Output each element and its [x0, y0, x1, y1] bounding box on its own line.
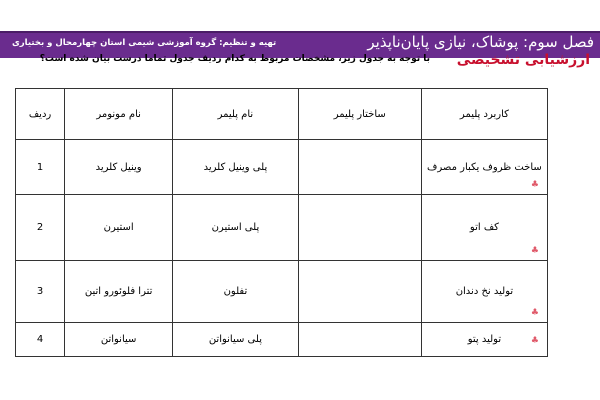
cell-monomer: تترا فلوئورو اتین — [65, 261, 173, 323]
cell-polymer: پلی سیانواتن — [173, 323, 298, 357]
cell-number: 1 — [16, 140, 65, 195]
cell-use: ساخت ظروف یکبار مصرف ♣ — [421, 140, 547, 195]
table-row — [16, 195, 548, 261]
cell-polymer: پلی استیرن — [173, 195, 298, 261]
stamp-icon: ♣ — [530, 308, 539, 318]
cell-use: تولید نخ دندان ♣ — [421, 261, 547, 323]
credit-text: تهیه و تنظیم: گروه آموزشی شیمی استان چهارمحال و بختیاری — [12, 38, 277, 48]
cell-structure — [298, 140, 421, 195]
cell-polymer: پلی وینیل کلرید — [173, 140, 298, 195]
cell-monomer: استیرن — [65, 195, 173, 261]
header-structure: ساختار پلیمر — [298, 89, 421, 140]
stamp-icon: ♣ — [530, 246, 539, 256]
cell-number: 4 — [16, 323, 65, 357]
table-row — [16, 323, 548, 357]
cell-structure — [298, 195, 421, 261]
question-text: با توجه به جدول زیر، مشخصات مربوط به کدام ردیف جدول تماما درست بیان شده است؟ — [39, 54, 430, 64]
cell-number: 3 — [16, 261, 65, 323]
stamp-icon: ♣ — [530, 336, 539, 346]
chapter-title: فصل سوم: پوشاک، نیازی پایان‌ناپذیر — [367, 33, 594, 51]
cell-polymer: تفلون — [173, 261, 298, 323]
stamp-icon: ♣ — [530, 180, 539, 190]
polymer-table — [15, 88, 548, 357]
table-row — [16, 140, 548, 195]
header-polymer: نام پلیمر — [173, 89, 298, 140]
cell-monomer: سیانواتن — [65, 323, 173, 357]
header-monomer: نام مونومر — [65, 89, 173, 140]
cell-number: 2 — [16, 195, 65, 261]
cell-monomer: وینیل کلرید — [65, 140, 173, 195]
cell-structure — [298, 323, 421, 357]
cell-use: تولید پتو ♣ — [421, 323, 547, 357]
cell-use: کف اتو ♣ — [421, 195, 547, 261]
table-header-row — [16, 89, 548, 140]
cell-structure — [298, 261, 421, 323]
header-row-number: ردیف — [16, 89, 65, 140]
table-row — [16, 261, 548, 323]
header-use: کاربرد پلیمر — [421, 89, 547, 140]
section-title: ارزشیابی تشخیصی — [456, 52, 590, 68]
